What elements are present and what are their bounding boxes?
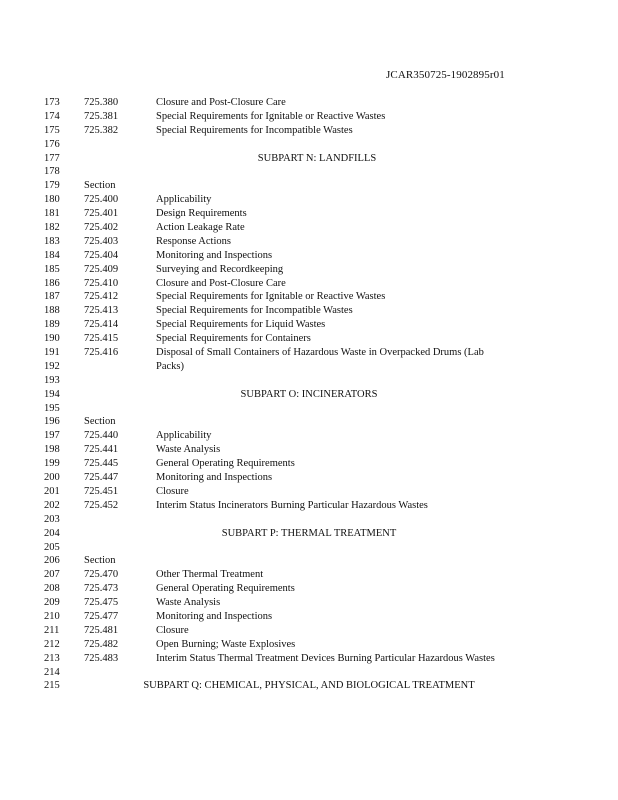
line-number: 211 <box>44 624 60 636</box>
section-title: Surveying and Recordkeeping <box>156 263 284 275</box>
line-number: 202 <box>44 499 60 511</box>
section-number: 725.452 <box>84 499 119 511</box>
document-line <box>0 152 618 166</box>
document-line <box>0 541 618 555</box>
subpart-heading: SUBPART O: INCINERATORS <box>240 388 378 400</box>
section-number: 725.403 <box>84 235 119 247</box>
document-line <box>0 596 618 610</box>
document-line <box>0 679 618 693</box>
document-line <box>0 568 618 582</box>
section-number: 725.470 <box>84 569 119 581</box>
document-line <box>0 193 618 207</box>
line-number: 174 <box>44 110 60 122</box>
line-number: 186 <box>44 277 60 289</box>
line-number: 195 <box>44 402 60 414</box>
section-number: 725.481 <box>84 624 119 636</box>
line-number: 192 <box>44 360 60 372</box>
section-number: 725.475 <box>84 597 119 609</box>
document-line <box>0 485 618 499</box>
subpart-heading: SUBPART Q: CHEMICAL, PHYSICAL, AND BIOLOGICAL TREATMENT <box>143 680 475 692</box>
line-number: 177 <box>44 152 60 164</box>
line-number: 188 <box>44 305 60 317</box>
line-number: 200 <box>44 472 60 484</box>
section-number: 725.410 <box>84 277 119 289</box>
document-line <box>0 179 618 193</box>
line-number: 196 <box>44 416 60 428</box>
line-number: 191 <box>44 347 60 359</box>
section-title: Monitoring and Inspections <box>156 249 273 261</box>
section-number: 725.416 <box>84 347 119 359</box>
line-number: 176 <box>44 138 60 150</box>
line-number: 190 <box>44 333 60 345</box>
line-number: 185 <box>44 263 60 275</box>
section-title: Waste Analysis <box>156 444 221 456</box>
document-line <box>0 415 618 429</box>
document-line <box>0 527 618 541</box>
document-line <box>0 318 618 332</box>
section-title: Special Requirements for Containers <box>156 333 311 345</box>
document-line <box>0 249 618 263</box>
section-title: Special Requirements for Ignitable or Reactive Wastes <box>156 291 386 303</box>
section-number: 725.482 <box>84 638 119 650</box>
document-id: JCAR350725-1902895r01 <box>386 69 505 81</box>
table-of-contents <box>0 96 618 693</box>
line-number: 209 <box>44 597 60 609</box>
line-number: 187 <box>44 291 60 303</box>
line-number: 203 <box>44 513 60 525</box>
document-line <box>0 610 618 624</box>
section-number: 725.441 <box>84 444 119 456</box>
section-title: Response Actions <box>156 235 231 247</box>
section-number: 725.445 <box>84 458 119 470</box>
line-number: 194 <box>44 388 60 400</box>
line-number: 204 <box>44 527 60 539</box>
line-number: 189 <box>44 319 60 331</box>
document-line <box>0 277 618 291</box>
document-line <box>0 346 618 360</box>
document-line <box>0 457 618 471</box>
section-title: Special Requirements for Incompatible Wastes <box>156 124 353 136</box>
line-number: 210 <box>44 610 60 622</box>
section-number: 725.451 <box>84 485 119 497</box>
document-line <box>0 388 618 402</box>
document-line <box>0 513 618 527</box>
line-number: 197 <box>44 430 60 442</box>
section-header: Section <box>84 416 116 428</box>
line-number: 184 <box>44 249 60 261</box>
document-line <box>0 554 618 568</box>
section-title: Closure <box>156 624 189 636</box>
section-title: Closure and Post-Closure Care <box>156 277 286 289</box>
section-title: Design Requirements <box>156 208 247 220</box>
document-line <box>0 402 618 416</box>
section-number: 725.447 <box>84 472 119 484</box>
section-title: Special Requirements for Liquid Wastes <box>156 319 326 331</box>
subpart-heading: SUBPART P: THERMAL TREATMENT <box>221 527 397 539</box>
section-number: 725.401 <box>84 208 119 220</box>
line-number: 181 <box>44 208 60 220</box>
document-line <box>0 360 618 374</box>
line-number: 193 <box>44 374 60 386</box>
line-number: 179 <box>44 180 60 192</box>
section-title: Interim Status Thermal Treatment Devices Burning Particular Hazardous Wastes <box>156 652 495 664</box>
section-number: 725.380 <box>84 97 119 108</box>
section-title: Waste Analysis <box>156 597 221 609</box>
line-number: 201 <box>44 485 60 497</box>
document-line <box>0 263 618 277</box>
document-line <box>0 332 618 346</box>
section-title: Packs) <box>156 360 184 372</box>
section-number: 725.409 <box>84 263 119 275</box>
document-line <box>0 235 618 249</box>
section-number: 725.382 <box>84 124 119 136</box>
section-number: 725.440 <box>84 430 119 442</box>
section-number: 725.381 <box>84 110 119 122</box>
document-line <box>0 290 618 304</box>
document-line <box>0 499 618 513</box>
line-number: 182 <box>44 222 60 234</box>
section-header: Section <box>84 555 116 567</box>
document-line <box>0 96 618 110</box>
section-title: Closure <box>156 485 189 497</box>
section-title: General Operating Requirements <box>156 458 295 470</box>
document-line <box>0 582 618 596</box>
line-number: 183 <box>44 235 60 247</box>
document-line <box>0 624 618 638</box>
document-line <box>0 165 618 179</box>
subpart-heading: SUBPART N: LANDFILLS <box>257 152 377 164</box>
section-header: Section <box>84 180 116 192</box>
line-number: 178 <box>44 166 60 178</box>
document-line <box>0 221 618 235</box>
document-line <box>0 652 618 666</box>
line-number: 213 <box>44 652 60 664</box>
section-title: General Operating Requirements <box>156 583 295 595</box>
section-number: 725.404 <box>84 249 119 261</box>
line-number: 205 <box>44 541 60 553</box>
section-number: 725.415 <box>84 333 119 345</box>
line-number: 206 <box>44 555 60 567</box>
document-line <box>0 138 618 152</box>
document-line <box>0 666 618 680</box>
document-line <box>0 124 618 138</box>
section-number: 725.412 <box>84 291 119 303</box>
section-number: 725.400 <box>84 194 119 206</box>
section-title: Disposal of Small Containers of Hazardous Waste in Overpacked Drums (Lab <box>156 347 484 359</box>
section-number: 725.477 <box>84 610 119 622</box>
document-line <box>0 110 618 124</box>
document-line <box>0 374 618 388</box>
line-number: 173 <box>44 97 60 108</box>
section-number: 725.483 <box>84 652 119 664</box>
line-number: 199 <box>44 458 60 470</box>
line-number: 198 <box>44 444 60 456</box>
section-title: Monitoring and Inspections <box>156 610 273 622</box>
section-number: 725.473 <box>84 583 119 595</box>
section-title: Special Requirements for Ignitable or Reactive Wastes <box>156 110 386 122</box>
section-title: Monitoring and Inspections <box>156 472 273 484</box>
document-line <box>0 471 618 485</box>
section-title: Special Requirements for Incompatible Wastes <box>156 305 353 317</box>
section-title: Other Thermal Treatment <box>156 569 264 581</box>
document-line <box>0 638 618 652</box>
line-number: 214 <box>44 666 60 678</box>
section-title: Interim Status Incinerators Burning Particular Hazardous Wastes <box>156 499 428 511</box>
section-title: Applicability <box>156 430 212 442</box>
line-number: 175 <box>44 124 60 136</box>
document-line <box>0 429 618 443</box>
section-title: Closure and Post-Closure Care <box>156 97 286 108</box>
section-title: Action Leakage Rate <box>156 222 245 234</box>
document-line <box>0 207 618 221</box>
line-number: 207 <box>44 569 60 581</box>
line-number: 215 <box>44 680 60 692</box>
document-line <box>0 443 618 457</box>
section-number: 725.402 <box>84 222 119 234</box>
section-number: 725.413 <box>84 305 119 317</box>
section-title: Applicability <box>156 194 212 206</box>
section-number: 725.414 <box>84 319 119 331</box>
line-number: 180 <box>44 194 60 206</box>
line-number: 212 <box>44 638 60 650</box>
line-number: 208 <box>44 583 60 595</box>
document-line <box>0 304 618 318</box>
section-title: Open Burning; Waste Explosives <box>156 638 296 650</box>
